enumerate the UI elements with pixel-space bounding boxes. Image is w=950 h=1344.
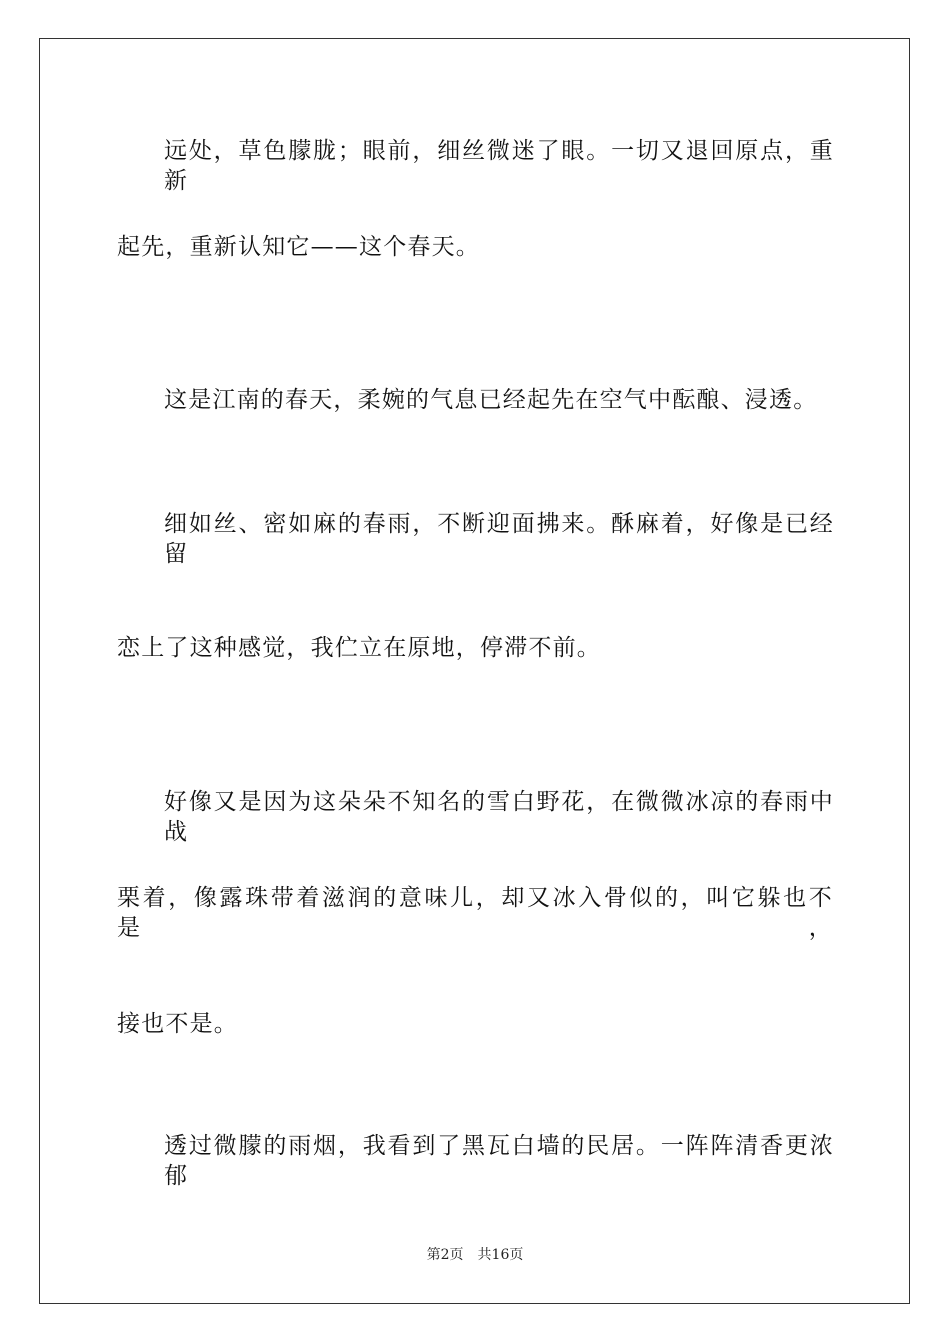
paragraph-line: 细如丝、密如麻的春雨，不断迎面拂来。酥麻着，好像是已经留 <box>164 511 834 567</box>
paragraph-line: 栗着，像露珠带着滋润的意味儿，却又冰入骨似的，叫它躲也不是， <box>117 885 833 941</box>
paragraph-line: 这是江南的春天，柔婉的气息已经起先在空气中酝酿、浸透。 <box>164 387 818 413</box>
page-border <box>39 38 910 1304</box>
paragraph-line: 透过微朦的雨烟，我看到了黑瓦白墙的民居。一阵阵清香更浓郁 <box>164 1133 834 1189</box>
page-total: 共16页 <box>477 1247 524 1263</box>
paragraph-line: 恋上了这种感觉，我伫立在原地，停滞不前。 <box>117 635 601 661</box>
paragraph-line: 接也不是。 <box>117 1011 238 1037</box>
paragraph-line: 好像又是因为这朵朵不知名的雪白野花，在微微冰凉的春雨中战 <box>164 789 834 845</box>
page-footer <box>0 1246 950 1264</box>
paragraph-line: 起先，重新认知它——这个春天。 <box>117 234 480 260</box>
paragraph-line: 远处，草色朦胧；眼前，细丝微迷了眼。一切又退回原点，重新 <box>164 138 834 194</box>
page-number: 第2页 <box>426 1247 464 1263</box>
